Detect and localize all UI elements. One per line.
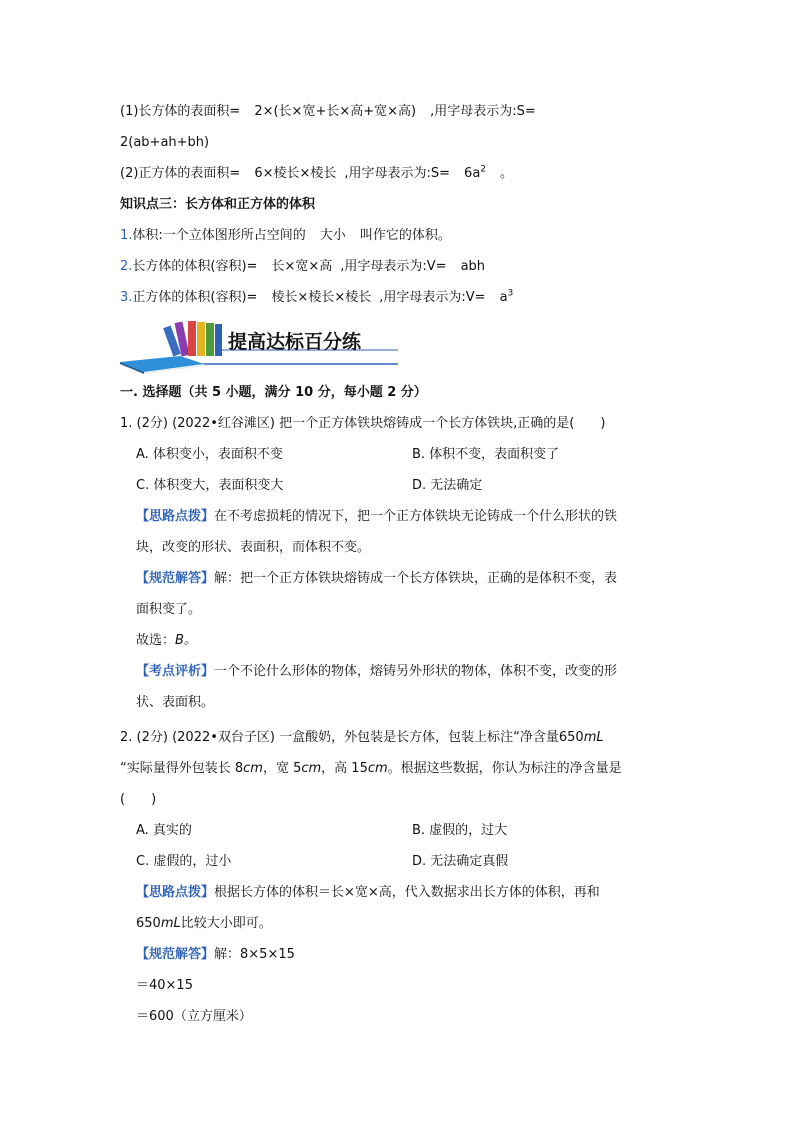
rect-area-words: 2×(长×宽+长×高+宽×高): [254, 104, 417, 119]
q2-hint-tag: 【思路点拨】: [136, 885, 215, 900]
kp3-item-1-b: 大小: [319, 228, 346, 243]
q2-option-a: A. 真实的: [136, 823, 192, 838]
q2-stem-line1: [120, 729, 604, 747]
cube-area-formula: [120, 165, 513, 183]
q2-stem-line2: [120, 760, 622, 778]
cube-area-end: 。: [500, 166, 514, 181]
q2-stem-height: ，高 15: [321, 761, 368, 776]
rect-area-mid: ,用字母表示为:S=: [430, 104, 536, 119]
q1-option-d: D. 无法确定: [412, 478, 483, 493]
q1-hint-line1: 在不考虑损耗的情况下，把一个正方体铁块无论铸成一个什么形状的铁: [214, 509, 618, 524]
kp3-item-3-a: 正方体的体积(容积)=: [132, 290, 258, 305]
q2-stem-line3: ( ): [120, 792, 157, 807]
kp3-item-3-num: 3.: [120, 290, 133, 305]
kp3-title: 知识点三：长方体和正方体的体积: [120, 197, 316, 212]
q1-eval-tag: 【考点评析】: [136, 664, 215, 679]
q2-option-c: C. 虚假的，过小: [136, 854, 232, 869]
kp3-item-1: [120, 227, 451, 245]
banner-title: 提高达标百分练: [228, 331, 362, 353]
q1-hint-line2: 块，改变的形状、表面积，而体积不变。: [136, 540, 371, 555]
q2-answer: [136, 946, 295, 964]
rect-area-prefix: (1)长方体的表面积=: [120, 104, 241, 119]
q2-hint-volume: 650: [136, 916, 161, 931]
q2-stem-unit-1: cm: [243, 761, 263, 776]
section-title: 一. 选择题（共 5 小题，满分 10 分，每小题 2 分）: [120, 385, 427, 400]
kp3-item-2: [120, 258, 485, 276]
cube-area-mid: ,用字母表示为:S=: [344, 166, 451, 181]
q2-hint-unit: mL: [160, 916, 181, 931]
cube-area-exp: 2: [480, 164, 487, 175]
q2-option-b: B. 虚假的，过大: [412, 823, 508, 838]
kp3-item-1-a: 体积:一个立体图形所占空间的: [132, 228, 306, 243]
q2-answer-line1: 解：8×5×15: [214, 947, 295, 962]
q2-hint-line2: [136, 915, 272, 933]
q1-choice-prefix: 故选：: [136, 633, 176, 648]
rect-area-formula: [120, 103, 536, 121]
q1-choice-letter: B。: [175, 633, 197, 648]
q1-eval-line1: 一个不论什么形体的物体，熔铸另外形状的物体，体积不变，改变的形: [214, 664, 618, 679]
q2-hint: [136, 884, 600, 902]
q2-stem-line2-end: 。根据这些数据，你认为标注的净含量是: [387, 761, 622, 776]
q1-option-b: B. 体积不变，表面积变了: [412, 447, 560, 462]
q1-hint-tag: 【思路点拨】: [136, 509, 215, 524]
q2-stem-unit-3: cm: [367, 761, 388, 776]
q1-stem: 1. (2分) (2022•红谷滩区) 把一个正方体铁块熔铸成一个长方体铁块,正确的是( ): [120, 416, 606, 431]
kp3-item-1-c: 叫作它的体积。: [359, 228, 451, 243]
q2-stem-unit-2: cm: [301, 761, 322, 776]
q1-option-c: C. 体积变大，表面积变大: [136, 478, 284, 493]
kp3-item-3-exp: 3: [507, 288, 514, 299]
kp3-item-2-num: 2.: [120, 259, 133, 274]
cube-area-prefix: (2)正方体的表面积=: [120, 166, 241, 181]
q2-answer-tag: 【规范解答】: [136, 947, 215, 962]
kp3-item-3-d: a: [499, 290, 508, 305]
q1-hint: [136, 508, 617, 526]
q2-answer-line3: ＝600（立方厘米）: [136, 1009, 252, 1024]
kp3-item-2-d: abh: [460, 259, 486, 274]
q1-answer: [136, 570, 617, 588]
kp3-item-3-b: 棱长×棱长×棱长: [271, 290, 372, 305]
q1-choice: [136, 632, 197, 650]
q2-stem-width: ，宽 5: [262, 761, 302, 776]
q2-answer-line2: ＝40×15: [136, 978, 193, 993]
q1-eval-line2: 状、表面积。: [136, 695, 215, 710]
q1-eval: [136, 663, 617, 681]
rect-area-letters: 2(ab+ah+bh): [120, 135, 210, 150]
q1-answer-line2: 面积变了。: [136, 602, 202, 617]
cube-area-letters: 6a: [464, 166, 481, 181]
cube-area-words: 6×棱长×棱长: [254, 166, 337, 181]
kp3-item-2-b: 长×宽×高: [271, 259, 333, 274]
kp3-item-3: [120, 289, 513, 307]
q1-answer-tag: 【规范解答】: [136, 571, 215, 586]
q2-stem-volume: 650: [558, 730, 584, 745]
q2-stem-line1-text: 2. (2分) (2022•双台子区) 一盒酸奶，外包装是长方体，包装上标注“净含量: [120, 730, 559, 745]
q1-answer-line1: 解：把一个正方体铁块熔铸成一个长方体铁块，正确的是体积不变，表: [214, 571, 618, 586]
kp3-item-1-num: 1.: [120, 228, 133, 243]
q2-hint-line2-end: 比较大小即可。: [180, 916, 272, 931]
q2-stem-length: “实际量得外包装长 8: [120, 761, 244, 776]
kp3-item-2-c: ,用字母表示为:V=: [340, 259, 447, 274]
kp3-item-2-a: 长方体的体积(容积)=: [132, 259, 258, 274]
kp3-item-3-c: ,用字母表示为:V=: [379, 290, 486, 305]
q2-hint-line1: 根据长方体的体积＝长×宽×高，代入数据求出长方体的体积，再和: [214, 885, 600, 900]
q1-option-a: A. 体积变小，表面积不变: [136, 447, 283, 462]
q2-option-d: D. 无法确定真假: [412, 854, 509, 869]
q2-stem-unit: mL: [583, 730, 604, 745]
